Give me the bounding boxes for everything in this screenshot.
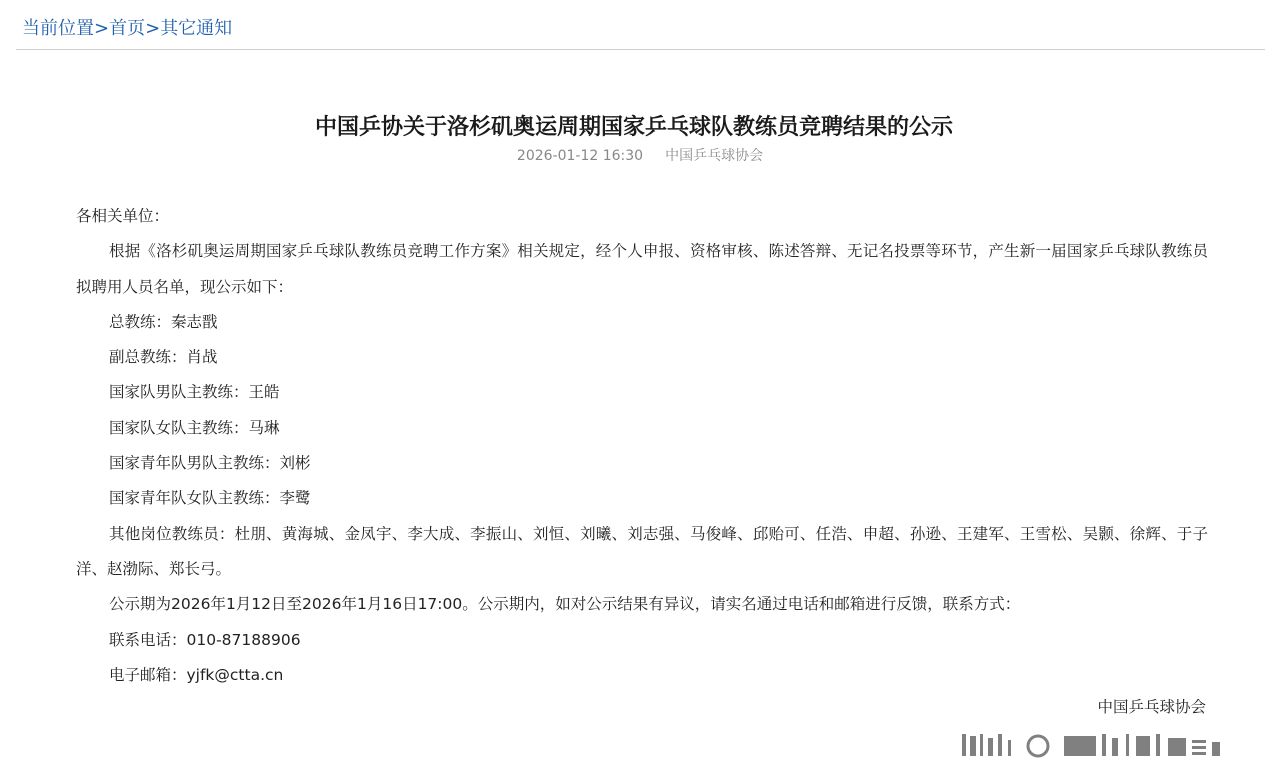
appointment-deputy-head-coach: 副总教练：肖战	[109, 348, 218, 367]
appointment-head-coach: 总教练：秦志戬	[109, 312, 218, 331]
article-meta	[0, 146, 1280, 166]
watermark-logo-icon	[960, 730, 1258, 760]
breadcrumb-home-link[interactable]: 首页	[109, 18, 146, 39]
contact-phone: 联系电话：010-87188906	[109, 630, 301, 649]
article-body	[76, 199, 1208, 693]
appointment-youth-women-coach: 国家青年队女队主教练：李鹭	[109, 489, 311, 508]
article-source: 中国乒乓球协会	[665, 148, 764, 164]
breadcrumb-current-link[interactable]: 其它通知	[160, 18, 233, 39]
appointment-youth-men-coach: 国家青年队男队主教练：刘彬	[109, 454, 311, 473]
breadcrumb	[22, 16, 232, 42]
notice-period-paragraph: 公示期为2026年1月12日至2026年1月16日17:00。公示期内，如对公示结果有异议，请实名通过电话和邮箱进行反馈，联系方式：	[109, 595, 1021, 614]
article-date: 2026-01-12 16:30	[516, 148, 644, 164]
breadcrumb-prefix: 当前位置	[22, 18, 94, 39]
intro-paragraph: 根据《洛杉矶奥运周期国家乒乓球队教练员竞聘工作方案》相关规定，经个人申报、资格审核、陈述答辩、无记名投票等环节，产生新一届国家乒乓球队教练员拟聘用人员名单，现公示如下：	[76, 242, 1208, 296]
breadcrumb-separator: >	[94, 18, 110, 39]
contact-email: 电子邮箱：yjfk@ctta.cn	[109, 665, 284, 684]
article-title: 中国乒协关于洛杉矶奥运周期国家乒乓球队教练员竞聘结果的公示	[314, 114, 953, 140]
signature: 中国乒乓球协会	[1097, 698, 1206, 716]
other-coaches-paragraph: 其他岗位教练员：杜朋、黄海城、金凤宇、李大成、李振山、刘恒、刘曦、刘志强、马俊峰、邱贻可、任浩、申超、孙逊、王建军、王雪松、吴颢、徐辉、于子洋、赵渤际、郑长弓。	[76, 524, 1208, 578]
header-divider	[16, 49, 1265, 50]
appointment-men-team-coach: 国家队男队主教练：王皓	[109, 383, 280, 402]
breadcrumb-separator: >	[145, 18, 161, 39]
salutation: 各相关单位：	[76, 207, 170, 225]
appointment-women-team-coach: 国家队女队主教练：马琳	[109, 418, 280, 437]
